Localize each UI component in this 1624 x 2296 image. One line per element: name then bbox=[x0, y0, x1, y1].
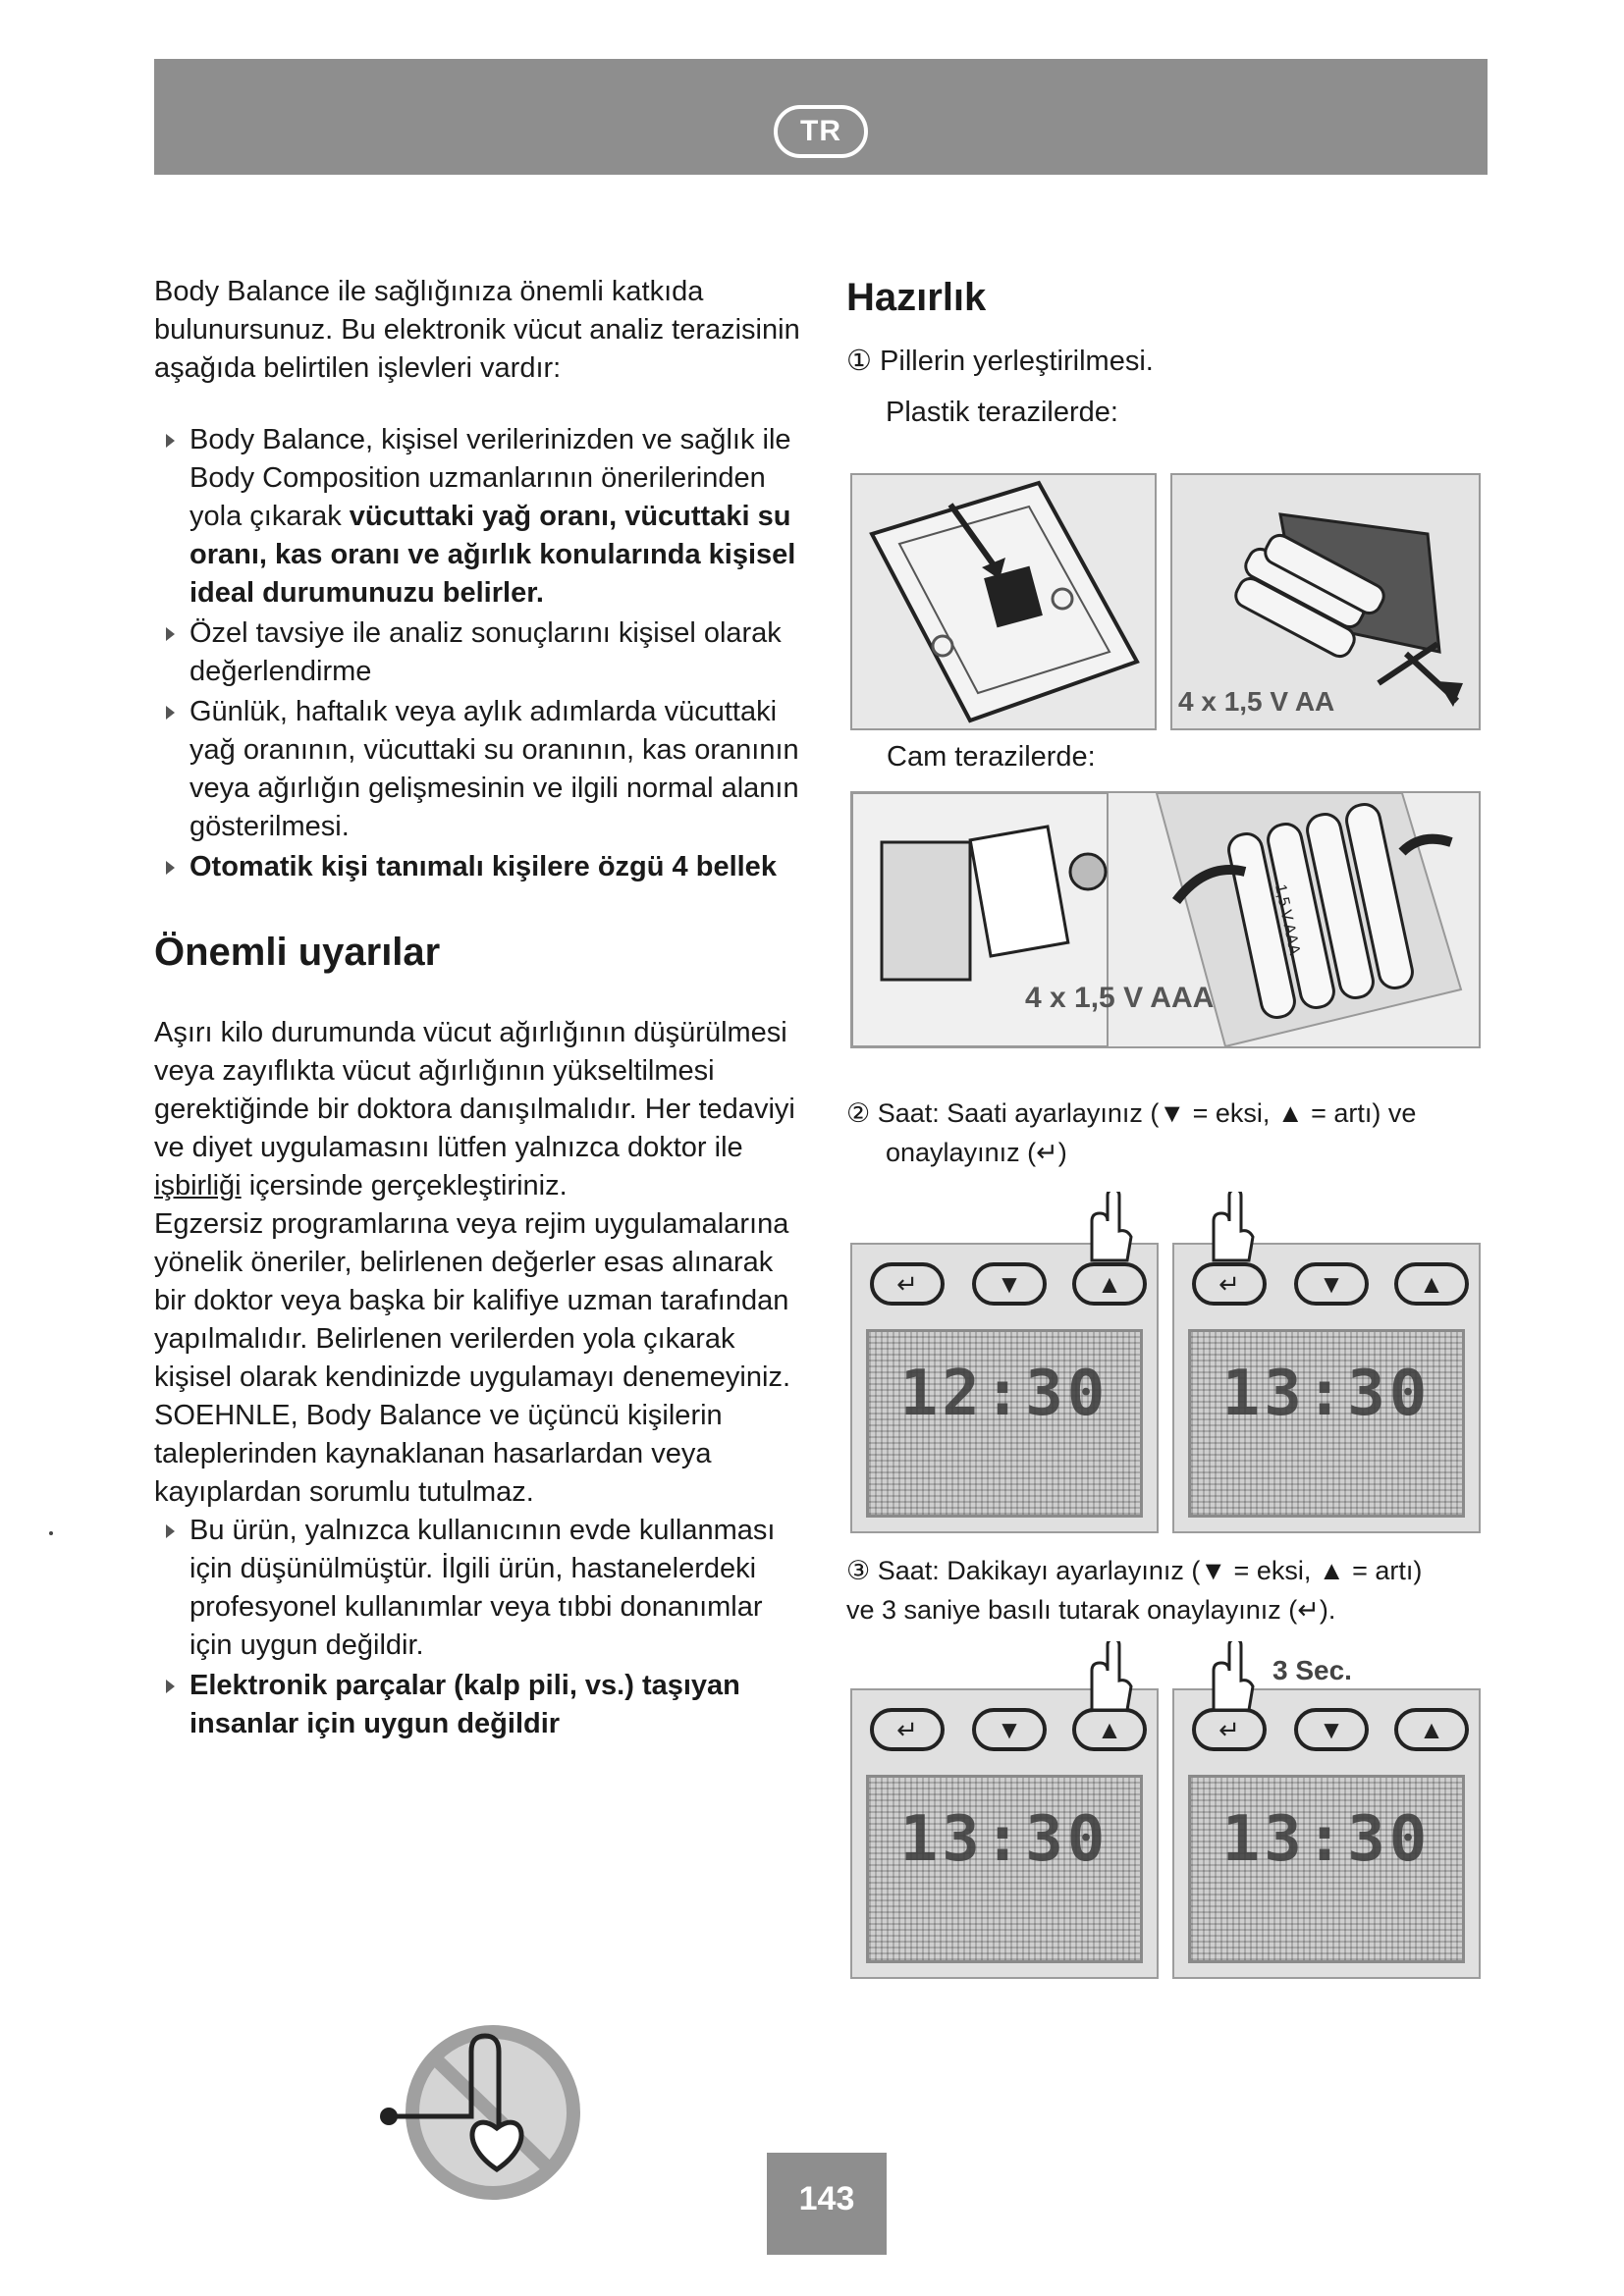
clock-panel-1 bbox=[850, 1243, 1159, 1533]
warning-paragraph: SOEHNLE, Body Balance ve üçüncü kişilerin taleplerinden kaynaklanan hasarlardan veya kayıplardan sorumlu tutulmaz. bbox=[154, 1400, 723, 1508]
intro-paragraph: Body Balance ile sağlığınıza önemli katkıda bulunursunuz. Bu elektronik vücut analiz terazisinin aşağıda belirtilen işlevleri vardır: bbox=[154, 276, 800, 384]
warning-item: Elektronik parçalar (kalp pili, vs.) taşıyan insanlar için uygun değildir bbox=[154, 1667, 812, 1743]
up-button[interactable]: ▲ bbox=[1072, 1708, 1147, 1751]
feature-item: Otomatik kişi tanımalı kişilere özgü 4 bellek bbox=[154, 848, 812, 886]
seconds-label: 3 Sec. bbox=[1272, 1655, 1352, 1685]
button-row bbox=[1192, 1262, 1461, 1311]
battery-aaa-label: 4 x 1,5 V AAA bbox=[1025, 982, 1215, 1014]
warning-paragraph: Aşırı kilo durumunda vücut ağırlığının düşürülmesi veya zayıflıkta vücut ağırlığının yükseltilmesi gerektiğinde bir doktora danışılmalıdır. Her tedaviyi ve diyet uygulamasını lütfen yalnızca doktor ile işbirliği içersinde gerçekleştiriniz. bbox=[154, 1017, 795, 1201]
no-pacemaker-icon bbox=[373, 2018, 589, 2205]
enter-button[interactable]: ↵ bbox=[1192, 1262, 1267, 1306]
clock-panel-2 bbox=[1172, 1243, 1481, 1533]
warning-paragraph: Egzersiz programlarına veya rejim uygulamalarına yönelik öneriler, belirlenen değerler esas alınarak bir doktor veya başka bir kalifiye uzman tarafından yapılmalıdır. Belirlenen verilerden yola çıkarak kişisel olarak kendinizde uygulamayı denemeyiniz. bbox=[154, 1208, 790, 1393]
feature-item: Body Balance, kişisel verilerinizden ve sağlık ile Body Composition uzmanlarının önerilerinden yola çıkarak vücuttaki yağ oranı, vücuttaki su oranı, kas oranı ve ağırlık konularında kişisel ideal durumunuzu belirler. bbox=[154, 421, 812, 613]
step-3-text: ③ Saat: Dakikayı ayarlayınız (▼ = eksi, ▲ = artı) ve 3 saniye basılı tutarak onaylayınız (↵). bbox=[846, 1556, 1423, 1625]
glass-scale-battery-figure bbox=[850, 791, 1481, 1048]
battery-aa-label: 4 x 1,5 V AA bbox=[1178, 686, 1335, 717]
down-button[interactable]: ▼ bbox=[972, 1708, 1047, 1751]
up-button[interactable]: ▲ bbox=[1394, 1262, 1469, 1306]
step-2-text: ② Saat: Saati ayarlayınız (▼ = eksi, ▲ = artı) ve onaylayınız (↵) bbox=[846, 1098, 1417, 1167]
warning-item: Bu ürün, yalnızca kullanıcının evde kullanması için düşünülmüştür. İlgili ürün, hastanelerdeki profesyonel kullanımlar veya tıbbi donanımlar için uygun değildir. bbox=[154, 1512, 812, 1665]
clock-panel-3 bbox=[850, 1688, 1159, 1979]
step-1-text: ① Pillerin yerleştirilmesi. bbox=[846, 346, 1154, 377]
button-row bbox=[870, 1262, 1139, 1311]
up-button[interactable]: ▲ bbox=[1394, 1708, 1469, 1751]
scale-underside-drawing bbox=[852, 475, 1155, 728]
down-button[interactable]: ▼ bbox=[1294, 1708, 1369, 1751]
feature-item: Günlük, haftalık veya aylık adımlarda vücuttaki yağ oranının, vücuttaki su oranının, kas oranının veya ağırlığın gelişmesinin ve ilgili normal alanın gösterilmesi. bbox=[154, 693, 812, 846]
clock-display: 13:30 bbox=[1221, 1803, 1432, 1876]
battery-cell-label: 1,5 V AAA bbox=[1272, 882, 1303, 957]
preparation-heading: Hazırlık bbox=[846, 276, 987, 319]
clock-display: 13:30 bbox=[1221, 1358, 1432, 1430]
down-button[interactable]: ▼ bbox=[972, 1262, 1047, 1306]
warning-list bbox=[154, 1512, 812, 1743]
lcd-screen bbox=[1188, 1775, 1465, 1963]
down-button[interactable]: ▼ bbox=[1294, 1262, 1369, 1306]
up-button[interactable]: ▲ bbox=[1072, 1262, 1147, 1306]
hand-pointer-icon bbox=[1078, 1192, 1137, 1266]
plastic-battery-compartment-figure bbox=[1170, 473, 1481, 730]
hand-pointer-icon bbox=[1200, 1641, 1259, 1716]
hand-pointer-icon bbox=[1200, 1192, 1259, 1266]
feature-item: Özel tavsiye ile analiz sonuçlarını kişisel olarak değerlendirme bbox=[154, 614, 812, 691]
feature-list bbox=[154, 421, 812, 886]
margin-dot bbox=[49, 1531, 53, 1535]
left-column bbox=[154, 273, 812, 1745]
clock-panel-4 bbox=[1172, 1688, 1481, 1979]
lcd-screen bbox=[1188, 1329, 1465, 1518]
hand-pointer-icon bbox=[1078, 1641, 1137, 1716]
step-1-subtitle: Plastik terazilerde: bbox=[886, 397, 1118, 428]
enter-button[interactable]: ↵ bbox=[1192, 1708, 1267, 1751]
lcd-screen bbox=[866, 1775, 1143, 1963]
enter-button[interactable]: ↵ bbox=[870, 1708, 945, 1751]
clock-display: 13:30 bbox=[899, 1803, 1110, 1876]
page-number: 143 bbox=[767, 2153, 887, 2255]
warnings-heading: Önemli uyarılar bbox=[154, 931, 441, 974]
enter-button[interactable]: ↵ bbox=[870, 1262, 945, 1306]
cooperation-link: işbirliği bbox=[154, 1170, 242, 1201]
plastic-scale-underside-figure bbox=[850, 473, 1157, 730]
right-column bbox=[846, 273, 1494, 432]
language-badge: TR bbox=[774, 105, 868, 158]
glass-scale-label: Cam terazilerde: bbox=[887, 741, 1096, 773]
clock-display: 12:30 bbox=[899, 1358, 1110, 1430]
lcd-screen bbox=[866, 1329, 1143, 1518]
